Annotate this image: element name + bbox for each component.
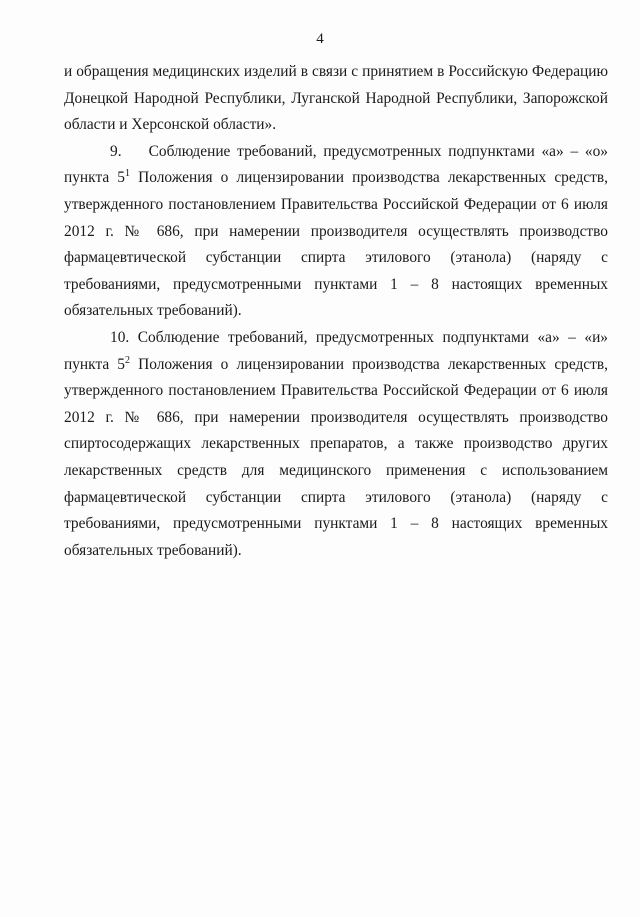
paragraph-item-9-part2: Положения о лицензировании производства лекарственных средств, утвержденного постановлением Правительства Российской Федерации от 6 июля 2012 г. № 686, при намерении производителя осуществлять производство фармацевтической субстанции спирта этилового (этанола) (наряду с требованиями, предусмотренными пунктами 1 – 8 настоящих временных обязательных требований). xyxy=(64,169,608,320)
document-body xyxy=(64,59,608,564)
footnote-superscript-1: 1 xyxy=(125,168,130,180)
paragraph-item-9-part1: 9. Соблюдение требований, предусмотренных подпунктами «а» – «о» пункта 5 xyxy=(64,142,608,187)
paragraph-item-10-part1: 10. Соблюдение требований, предусмотренных подпунктами «а» – «и» пункта 5 xyxy=(64,328,608,373)
paragraph-continuation: и обращения медицинских изделий в связи с принятием в Российскую Федерацию Донецкой Народной Республики, Луганской Народной Республики, Запорожской области и Херсонской области». xyxy=(64,63,608,134)
paragraph-item-9 xyxy=(64,139,608,325)
footnote-superscript-2: 2 xyxy=(125,354,130,366)
paragraph-item-10 xyxy=(64,325,608,564)
paragraph-item-10-part2: Положения о лицензировании производства лекарственных средств, утвержденного постановлением Правительства Российской Федерации от 6 июля 2012 г. № 686, при намерении производителя осуществлять производство спиртосодержащих лекарственных препаратов, а также производство других лекарственных средств для медицинского применения с использованием фармацевтической субстанции спирта этилового (этанола) (наряду с требованиями, предусмотренными пунктами 1 – 8 настоящих временных обязательных требований). xyxy=(64,355,608,559)
page-number: 4 xyxy=(316,31,324,47)
